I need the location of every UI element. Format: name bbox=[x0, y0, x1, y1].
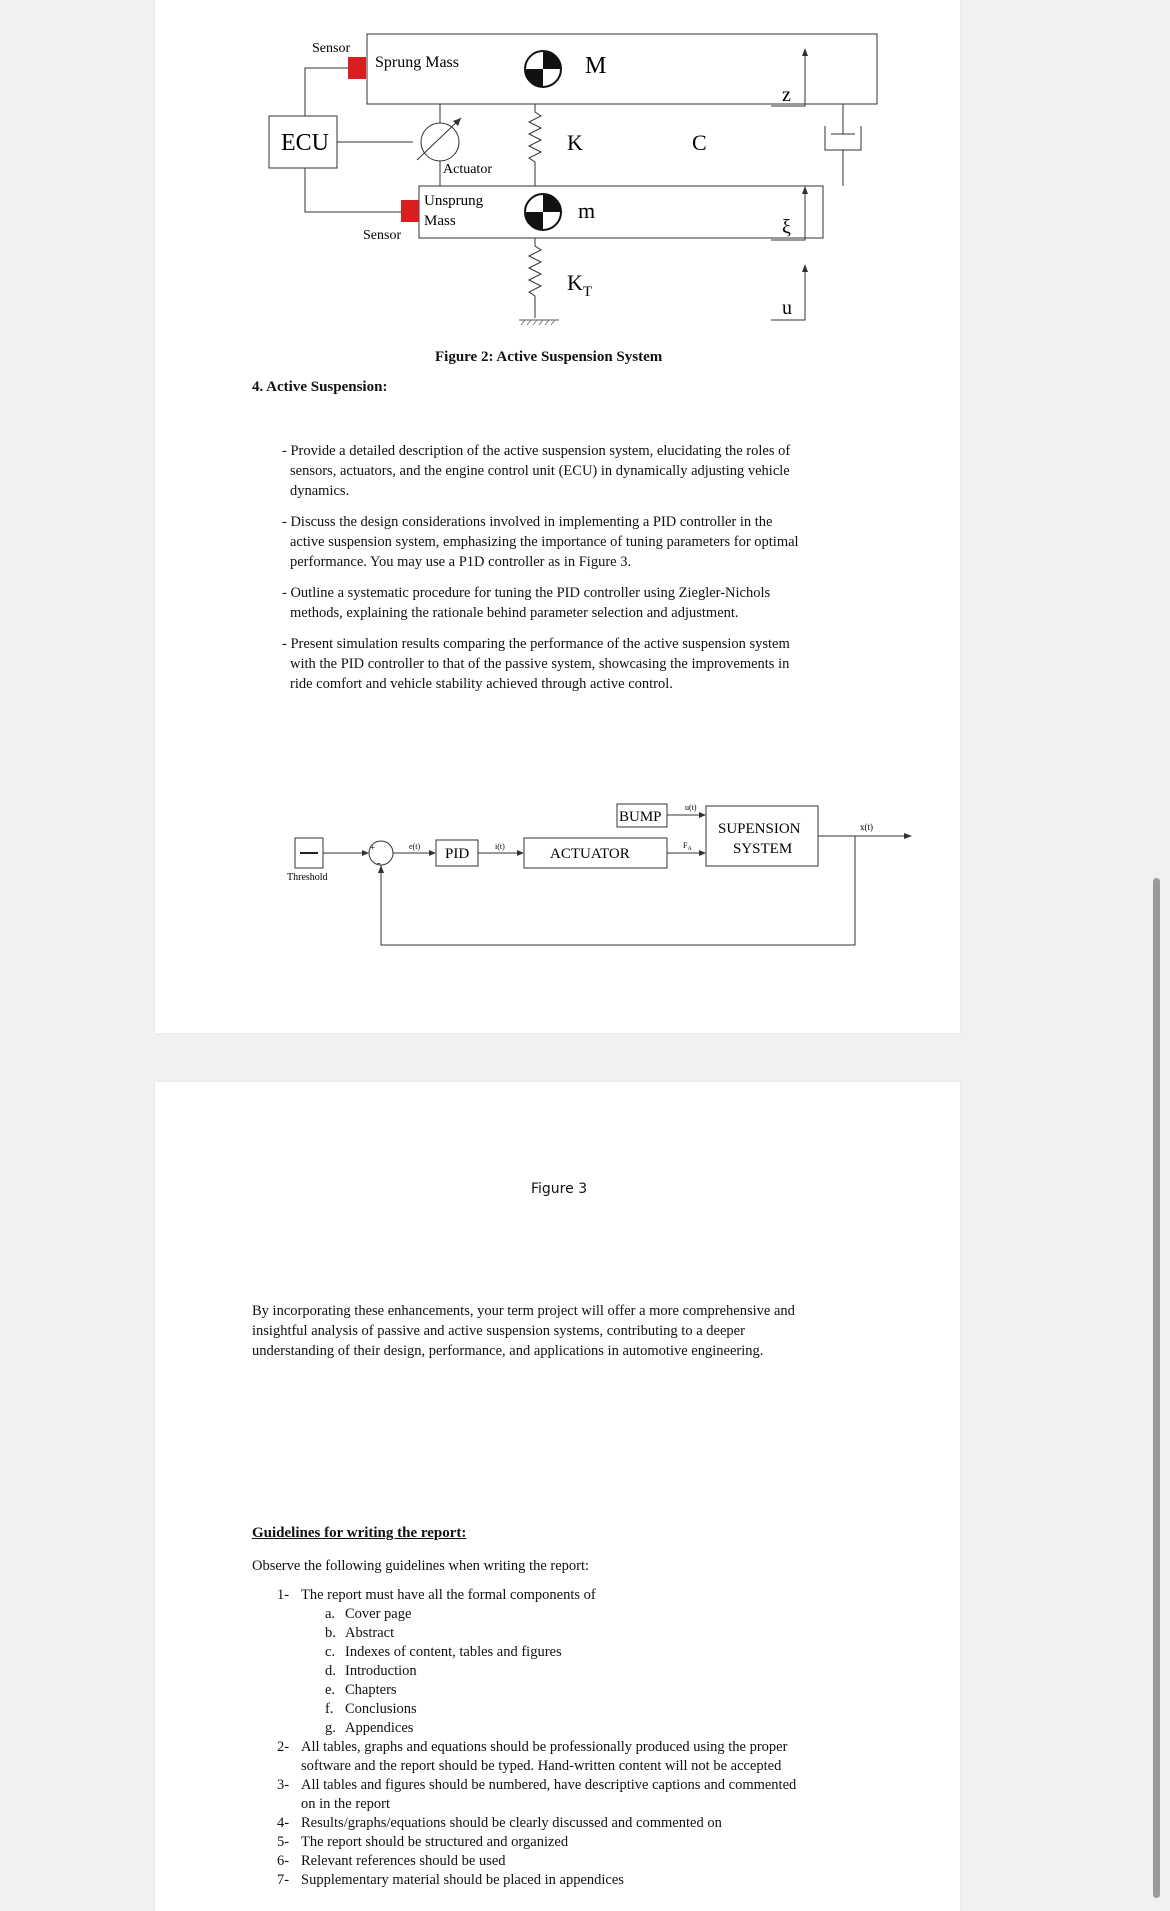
sub-item-d: d. Introduction bbox=[325, 1663, 417, 1679]
suspension-block-label-line1: SUPENSION bbox=[718, 821, 801, 837]
tire-stiffness-label: $K_T$ bbox=[567, 270, 593, 300]
actuator-block-label: ACTUATOR bbox=[550, 846, 630, 862]
unsprung-mass-symbol-label: m bbox=[578, 198, 596, 223]
sprung-mass-symbol-label: M bbox=[585, 53, 607, 79]
guideline-item-4: 4- Results/graphs/equations should be clearly discussed and commented on bbox=[277, 1815, 722, 1831]
unsprung-label-line2: Mass bbox=[424, 213, 456, 229]
figure-2-caption: Figure 2: Active Suspension System bbox=[435, 349, 663, 365]
guideline-sub-items bbox=[277, 1605, 897, 1738]
guidelines-list bbox=[277, 1586, 897, 1890]
guidelines-heading: Guidelines for writing the report: bbox=[252, 1525, 467, 1541]
sensor-bottom-label: Sensor bbox=[363, 228, 402, 243]
spring-k-label: K bbox=[567, 130, 583, 155]
suspension-block-label-line2: SYSTEM bbox=[733, 841, 793, 857]
sub-item-g: g. Appendices bbox=[325, 1720, 414, 1736]
figure-3-caption: Figure 3 bbox=[531, 1181, 588, 1197]
threshold-label: Threshold bbox=[287, 872, 328, 883]
xi-axis-label: ξ bbox=[782, 216, 791, 238]
section-4-heading: 4. Active Suspension: bbox=[252, 379, 388, 395]
u-axis-label: u bbox=[782, 297, 792, 319]
summing-minus-sign: - bbox=[377, 858, 381, 869]
unsprung-label-line1: Unsprung bbox=[424, 193, 484, 209]
actuator-force-label: $F_A$ bbox=[683, 841, 692, 852]
document-page-2 bbox=[155, 1082, 960, 1911]
guideline-item-5: 5- The report should be structured and organized bbox=[277, 1834, 569, 1850]
closing-paragraph: By incorporating these enhancements, your term project will offer a more comprehensive and insightful analysis of passive and active suspension systems, contributing to a deeper understanding of their design, performance, and applications in automotive engineering. bbox=[252, 1303, 795, 1359]
ecu-label: ECU bbox=[281, 130, 329, 156]
guideline-item-1: 1- The report must have all the formal components of bbox=[277, 1587, 596, 1603]
guideline-item-3: 3- All tables and figures should be numbered, have descriptive captions and commented on in the report bbox=[277, 1777, 797, 1812]
sub-item-b: b. Abstract bbox=[325, 1625, 395, 1641]
sub-item-c: c. Indexes of content, tables and figures bbox=[325, 1644, 562, 1660]
pid-block-label: PID bbox=[445, 846, 470, 862]
sub-item-a: a. Cover page bbox=[325, 1606, 412, 1622]
sprung-mass-label: Sprung Mass bbox=[375, 54, 460, 71]
sensor-top-label: Sensor bbox=[312, 41, 351, 56]
sub-item-e: e. Chapters bbox=[325, 1682, 397, 1698]
output-signal-label: x(t) bbox=[860, 822, 873, 832]
guideline-item-6: 6- Relevant references should be used bbox=[277, 1853, 506, 1869]
section-4-bullet-3: - Outline a systematic procedure for tuning the PID controller using Ziegler-Nichols methods, explaining the rationale behind parameter selection and adjustment. bbox=[282, 585, 771, 621]
vertical-scrollbar[interactable] bbox=[1153, 878, 1160, 1898]
error-signal-label: e(t) bbox=[409, 842, 421, 851]
bump-signal-label: u(t) bbox=[685, 803, 697, 812]
actuator-label: Actuator bbox=[443, 162, 492, 177]
guidelines-intro: Observe the following guidelines when writing the report: bbox=[252, 1558, 590, 1574]
summing-plus-sign: + bbox=[370, 843, 376, 853]
section-4-bullet-4: - Present simulation results comparing the performance of the active suspension system with the PID controller to that of the passive system, showcasing the improvements in ride comfort and vehicle stability achieved through active control. bbox=[282, 636, 790, 692]
guideline-item-2: 2- All tables, graphs and equations should be professionally produced using the proper software and the report should be typed. Hand-written content will not be accepted bbox=[277, 1739, 788, 1774]
bump-block-label: BUMP bbox=[619, 809, 662, 825]
section-4-bullet-1: - Provide a detailed description of the active suspension system, elucidating the roles of sensors, actuators, and the engine control unit (ECU) in dynamically adjusting vehicle dynamics. bbox=[282, 443, 791, 499]
guideline-item-7: 7- Supplementary material should be placed in appendices bbox=[277, 1872, 624, 1888]
sub-item-f: f. Conclusions bbox=[325, 1701, 417, 1717]
figure-3-block-diagram bbox=[155, 790, 960, 960]
z-axis-label: z bbox=[782, 84, 791, 106]
document-page-1 bbox=[155, 0, 960, 1033]
damper-c-label: C bbox=[692, 130, 707, 155]
figure-2-active-suspension-diagram bbox=[155, 0, 960, 360]
section-4-bullet-2: - Discuss the design considerations involved in implementing a PID controller in the active suspension system, emphasizing the importance of tuning parameters for optimal performance. You may use a P1D controller as in Figure 3. bbox=[282, 514, 799, 570]
current-signal-label: i(t) bbox=[495, 842, 505, 851]
